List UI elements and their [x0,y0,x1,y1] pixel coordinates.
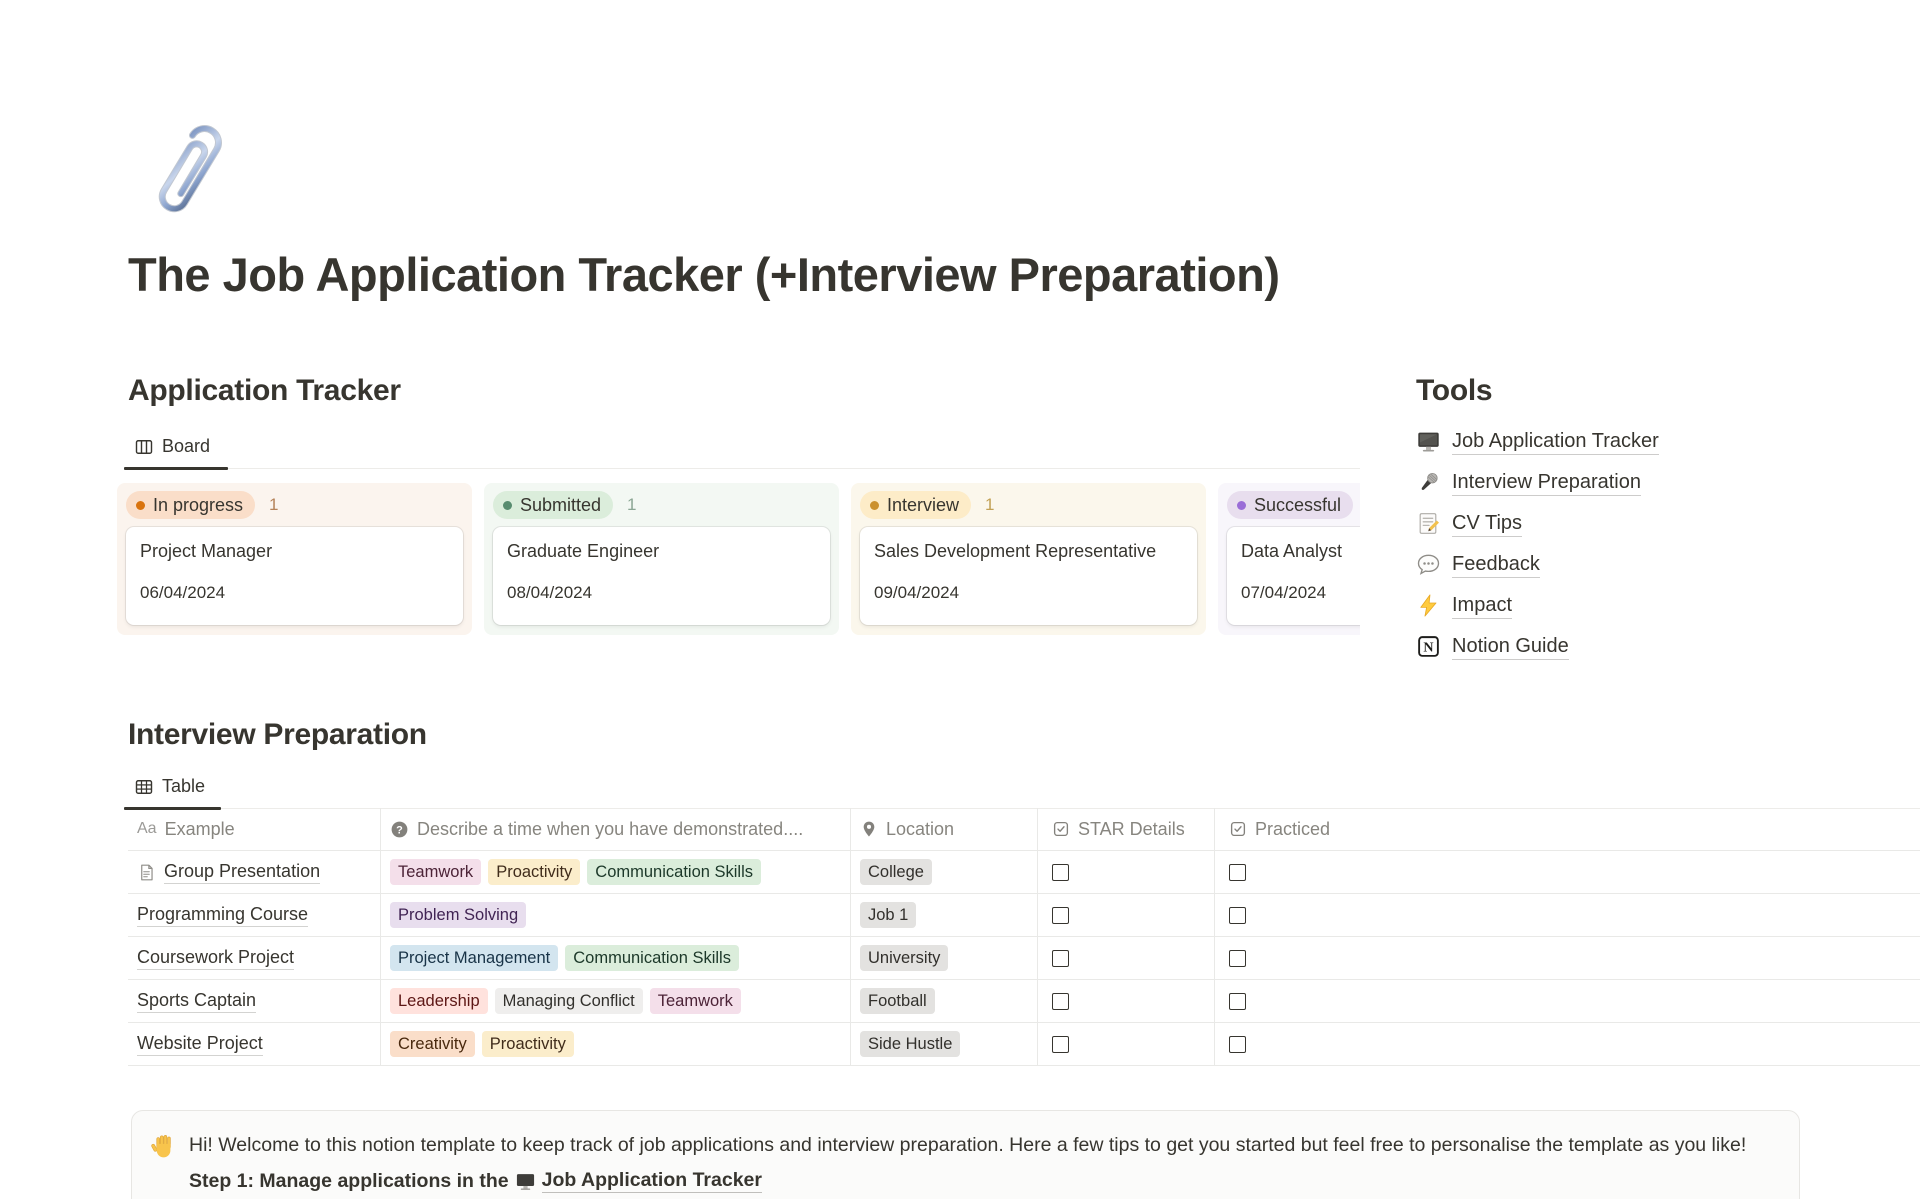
active-tab-underline [124,467,228,470]
board-card[interactable] [126,527,463,625]
status-dot [136,501,145,510]
location-icon [860,820,878,838]
table-row [128,937,1920,980]
card-date: 09/04/2024 [874,583,960,602]
tools-link-impact[interactable] [1416,585,1659,626]
column-count: 1 [985,495,995,514]
step-link-job-application-tracker[interactable]: Job Application Tracker [541,1169,762,1191]
section-heading-application-tracker: Application Tracker [128,374,401,407]
skill-tag[interactable]: Managing Conflict [495,988,643,1014]
tools-link-job-application-tracker[interactable] [1416,421,1659,462]
speech-bubble-icon [1416,552,1441,577]
board-column-interview [851,483,1206,635]
page-title: The Job Application Tracker (+Interview Preparation) [128,248,1280,301]
section-heading-interview-preparation: Interview Preparation [128,718,427,751]
lightning-icon [1416,593,1441,618]
column-count: 1 [269,495,279,514]
card-date: 08/04/2024 [507,583,593,602]
table-row [128,1023,1920,1066]
card-title: Project Manager [140,541,273,561]
column-count: 1 [627,495,637,514]
checkbox-property-icon [1229,820,1247,838]
status-dot [870,501,879,510]
svg-text:?: ? [396,823,403,836]
column-status-badge[interactable] [1227,491,1353,519]
monitor-icon [515,1171,536,1192]
board-card[interactable] [493,527,830,625]
tab-board[interactable] [124,432,220,461]
raised-hand-icon [151,1133,177,1159]
microphone-icon [1416,470,1441,495]
tools-link-label: Impact [1452,593,1512,619]
memo-icon [1416,511,1441,536]
board-icon [134,437,154,457]
column-status-badge[interactable] [126,491,255,519]
practiced-checkbox[interactable] [1229,907,1246,924]
card-title: Graduate Engineer [507,541,660,561]
row-title-link[interactable]: Website Project [137,1033,263,1056]
column-header-example[interactable]: Aa Example [128,808,381,850]
table-icon [134,777,154,797]
star-details-checkbox[interactable] [1052,864,1069,881]
paperclip-icon [130,108,248,238]
skill-tag[interactable]: Creativity [390,1031,475,1057]
tools-link-label: Interview Preparation [1452,470,1641,496]
monitor-icon [1416,429,1441,454]
skill-tag[interactable]: Communication Skills [565,945,739,971]
star-details-checkbox[interactable] [1052,907,1069,924]
row-title-link[interactable]: Sports Captain [137,990,256,1013]
row-title-link[interactable]: Group Presentation [164,861,320,884]
tools-link-interview-preparation[interactable] [1416,462,1659,503]
skill-tag[interactable]: Proactivity [488,859,580,885]
tab-table[interactable] [124,772,215,801]
column-header-describe[interactable]: ? Describe a time when you have demonstrated.... [381,808,851,850]
location-tag[interactable]: Football [860,988,935,1014]
column-label: Submitted [520,494,602,515]
row-title-link[interactable]: Programming Course [137,904,308,927]
card-date: 07/04/2024 [1241,583,1327,602]
column-label: Successful [1254,494,1342,515]
row-title-link[interactable]: Coursework Project [137,947,294,970]
page-icon [137,863,156,882]
tools-link-label: CV Tips [1452,511,1522,537]
welcome-callout [131,1110,1800,1199]
skill-tag[interactable]: Teamwork [650,988,741,1014]
interview-prep-table [128,808,1920,1066]
column-header-location[interactable]: Location [851,808,1038,850]
tools-link-label: Job Application Tracker [1452,429,1659,455]
card-title: Data Analyst [1241,541,1343,561]
status-dot [503,501,512,510]
board-column-submitted [484,483,839,635]
section-heading-tools: Tools [1416,374,1493,407]
tools-link-feedback[interactable] [1416,544,1659,585]
tools-link-notion-guide[interactable] [1416,626,1659,667]
column-header-practiced[interactable]: Practiced [1215,808,1920,850]
tools-link-cv-tips[interactable] [1416,503,1659,544]
location-tag[interactable]: University [860,945,948,971]
location-tag[interactable]: Job 1 [860,902,916,928]
skill-tag[interactable]: Project Management [390,945,558,971]
board-column-in-progress [117,483,472,635]
board-column-successful [1218,483,1360,635]
table-row [128,980,1920,1023]
board-card[interactable] [860,527,1197,625]
star-details-checkbox[interactable] [1052,950,1069,967]
callout-text: Hi! Welcome to this notion template to keep track of job applications and interview preparation. Here a few tips to get you started but feel free to personalise the template as you like! [189,1134,1747,1156]
tab-table-label: Table [162,776,206,796]
kanban-board [117,483,1360,643]
card-title: Sales Development Representative [874,541,1157,561]
status-dot [1237,501,1246,510]
card-date: 06/04/2024 [140,583,226,602]
table-row [128,894,1920,937]
column-status-badge[interactable] [860,491,971,519]
skill-tag[interactable]: Problem Solving [390,902,526,928]
notion-icon [1416,634,1441,659]
table-header-row [128,808,1920,851]
column-header-star-details[interactable]: STAR Details [1038,808,1215,850]
tab-board-label: Board [162,436,211,456]
star-details-checkbox[interactable] [1052,1036,1069,1053]
skill-tag[interactable]: Communication Skills [587,859,761,885]
tools-link-label: Notion Guide [1452,634,1569,660]
tools-link-label: Feedback [1452,552,1540,578]
practiced-checkbox[interactable] [1229,950,1246,967]
table-row [128,851,1920,894]
practiced-checkbox[interactable] [1229,1036,1246,1053]
column-status-badge[interactable] [493,491,613,519]
page-icon-button[interactable] [130,108,248,238]
skill-tag[interactable]: Proactivity [482,1031,574,1057]
tools-list [1416,421,1659,667]
checkbox-property-icon [1052,820,1070,838]
question-icon [390,820,409,839]
title-property-icon: Aa [137,820,157,837]
callout-step-line [189,1169,1771,1193]
skill-tag[interactable]: Leadership [390,988,488,1014]
column-label: Interview [887,494,960,515]
practiced-checkbox[interactable] [1229,993,1246,1010]
star-details-checkbox[interactable] [1052,993,1069,1010]
location-tag[interactable]: Side Hustle [860,1031,960,1057]
step-text: Step 1: Manage applications in the [189,1169,509,1192]
skill-tag[interactable]: Teamwork [390,859,481,885]
table-view-tabbar [128,768,1920,809]
svg-text:N: N [1423,639,1434,656]
location-tag[interactable]: College [860,859,932,885]
board-view-tabbar [128,428,1360,469]
board-card[interactable] [1227,527,1360,625]
practiced-checkbox[interactable] [1229,864,1246,881]
column-label: In progress [153,494,244,515]
